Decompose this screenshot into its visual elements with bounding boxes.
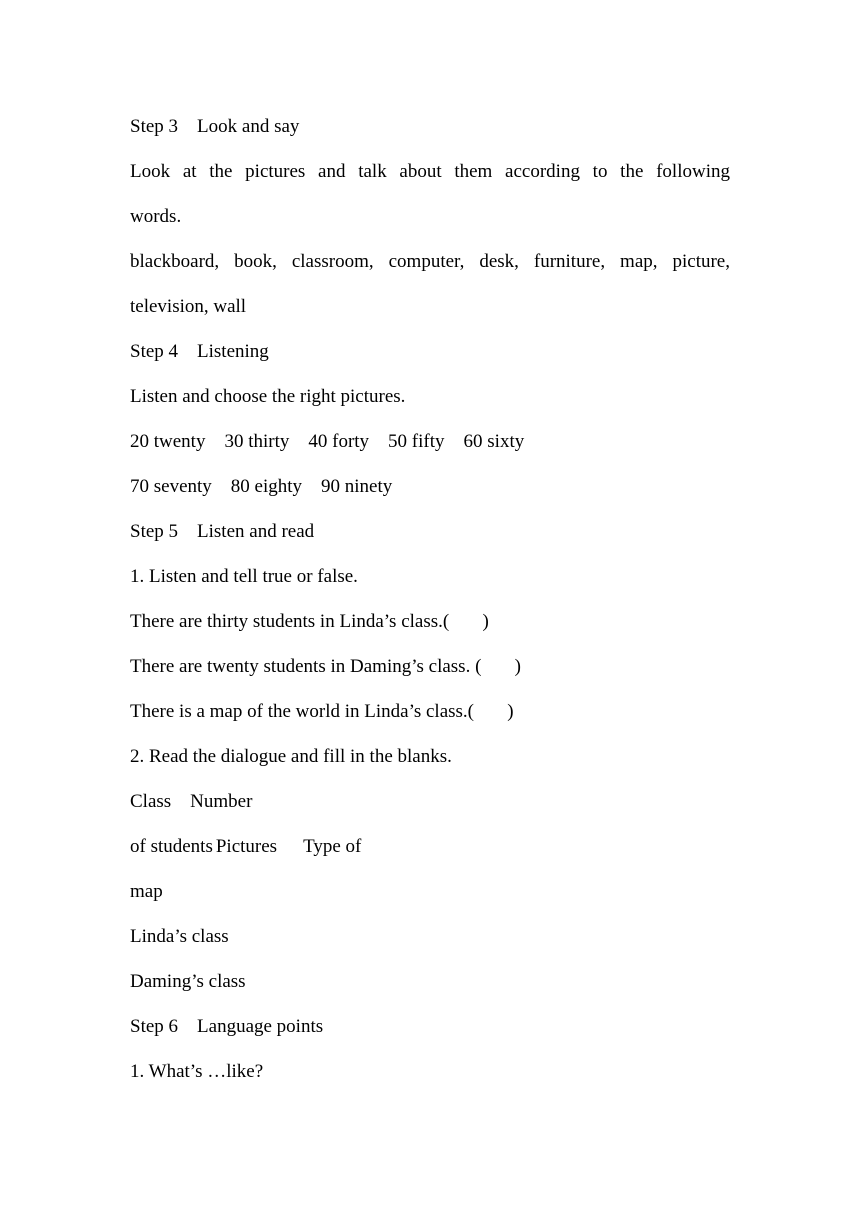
- step3-words-line1: blackboard, book, classroom, computer, desk, furniture, map, picture,: [130, 251, 730, 272]
- table-row-linda: Linda’s class: [130, 926, 229, 947]
- table-header-of-students: of students: [130, 836, 213, 857]
- step4-heading: Step 4 Listening: [130, 341, 269, 362]
- step6-point1: 1. What’s …like?: [130, 1061, 264, 1082]
- statement-2: There are twenty students in Daming’s class. ( ): [130, 656, 521, 677]
- step5-task2: 2. Read the dialogue and fill in the blanks.: [130, 746, 452, 767]
- step4-instruction: Listen and choose the right pictures.: [130, 386, 406, 407]
- table-header-pictures: Pictures: [215, 836, 278, 857]
- step4-numbers-line2: 70 seventy 80 eighty 90 ninety: [130, 476, 393, 497]
- step3-words-line2: television, wall: [130, 296, 247, 317]
- step4-numbers-line1: 20 twenty 30 thirty 40 forty 50 fifty 60 sixty: [130, 431, 525, 452]
- step6-heading: Step 6 Language points: [130, 1016, 324, 1037]
- step5-heading: Step 5 Listen and read: [130, 521, 315, 542]
- table-row-daming: Daming’s class: [130, 971, 246, 992]
- table-header-type-of: Type of: [303, 836, 362, 857]
- step5-task1: 1. Listen and tell true or false.: [130, 566, 358, 587]
- step3-instruction-line2: words.: [130, 206, 182, 227]
- table-header-line2: [130, 835, 361, 859]
- statement-3: There is a map of the world in Linda’s class.( ): [130, 701, 514, 722]
- step3-heading: Step 3 Look and say: [130, 116, 300, 137]
- step3-instruction-line1: Look at the pictures and talk about them according to the following: [130, 161, 730, 182]
- table-header-line3: map: [130, 881, 163, 902]
- statement-1: There are thirty students in Linda’s class.( ): [130, 611, 489, 632]
- table-header-line1: Class Number: [130, 791, 253, 812]
